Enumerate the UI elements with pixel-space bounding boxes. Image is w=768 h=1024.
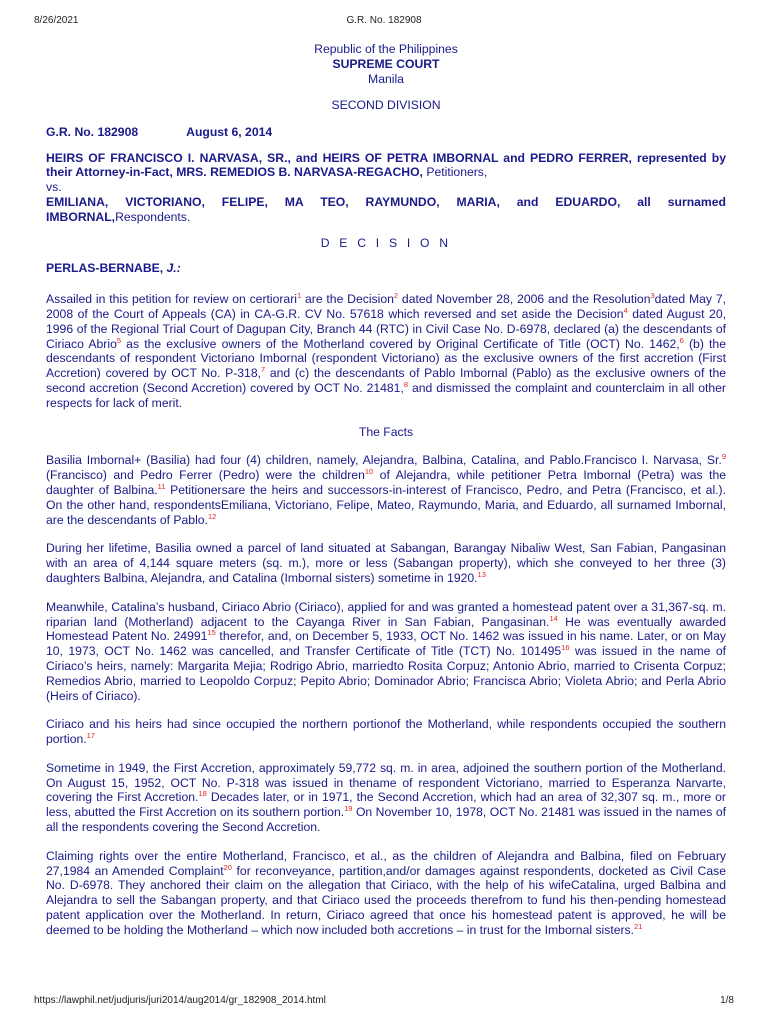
page-number: 1/8 [720, 995, 734, 1006]
footnote-ref[interactable]: 12 [207, 511, 217, 521]
ponente [46, 261, 726, 276]
footnote-ref[interactable]: 1 [296, 291, 302, 301]
respondents [46, 195, 726, 225]
footnote-ref[interactable]: 15 [207, 628, 216, 638]
decision-title: D E C I S I O N [320, 235, 452, 250]
footnote-ref[interactable]: 14 [549, 613, 558, 623]
text-run: dated May 7, 2008 of the Court of Appeals (CA) in CA-G.R. CV No. 57618 which reversed and set aside the Decision [46, 292, 726, 321]
footnote-ref[interactable]: 20 [223, 862, 232, 872]
text-run: for reconveyance, partition,and/or damages against respondents, docketed as Civil Case No. D-6978. They anchored their claim on the allegation that Ciriaco, with the help of his wifeCatalina, urged Balbina and Alejandra to sell the Sabangan property, and that Ciriaco used the proceeds therefrom to fund his then-pending homestead patent application over the Motherland. In return, Ciriaco agreed that once his homestead patent is approved, he will be deemed to be holding the Motherland – which now included both accretions – in trust for the Imbornal sisters. [46, 863, 727, 937]
print-title: G.R. No. 182908 [346, 15, 422, 26]
text-run: was issued in the name of Ciriaco’s heirs, namely: Margarita Mejia; Rodrigo Abrio, marriedto Rosita Corpuz; Antonio Abrio, married to Crisenta Corpuz; Remedios Abrio, married to Leopoldo Corpuz; Pepito Abrio; Dominador Abrio; Francisca Abrio; Violeta Abrio; and Perla Abrio (Heirs of Ciriaco). [46, 644, 726, 703]
text-run: as the exclusive owners of the Motherland covered by Original Certificate of Title (OCT) No. 1462, [121, 336, 680, 351]
court-city: Manila [368, 72, 404, 86]
text-run: Basilia Imbornal+ (Basilia) had four (4) children, namely, Alejandra, Balbina, Catalina, and Pablo.Francisco I. Narvasa, Sr. [46, 453, 722, 468]
text-run: Claiming rights over the entire Motherland, Francisco, et al., as the children of Alejandra and Balbina, filed on February 27,1984 an Amended Complaint [46, 848, 726, 878]
case-number: G.R. No. 182908 [46, 124, 139, 139]
petitioners [46, 151, 726, 181]
footnote-ref[interactable]: 9 [721, 452, 726, 462]
paragraph-2 [46, 453, 726, 527]
petitioners-label: Petitioners, [422, 165, 488, 180]
text-run: Meanwhile, Catalina’s husband, Ciriaco Abrio (Ciriaco), applied for and was granted a homestead patent over a 31,367-sq. m. riparian land (Motherland) adjacent to the Cayanga River in San Fabian, Pangasinan. [46, 599, 726, 629]
text-run: Assailed in this petition for review on certiorari [46, 292, 297, 307]
footnote-ref[interactable]: 17 [86, 731, 95, 741]
footnote-ref[interactable]: 8 [403, 379, 409, 389]
paragraph-1 [46, 292, 726, 410]
case-number-line [46, 125, 726, 140]
text-run: Decades later, or in 1971, the Second Accretion, which had an area of 32,307 sq. m., more or less, abutted the First Accretion on its southern portion. [46, 790, 726, 820]
footnote-ref[interactable]: 6 [679, 335, 684, 345]
footnote-ref[interactable]: 4 [623, 305, 628, 315]
footnote-ref[interactable]: 19 [344, 804, 353, 814]
text-run: During her lifetime, Basilia owned a parcel of land situated at Sabangan, Barangay Nibaliw West, San Fabian, Pangasinan with an area of 4,144 square meters (sq. m.), more or less (Sabangan property), which she conveyed to her three (3) daughters Balbina, Alejandra, and Catalina (Imbornal sisters) sometime in 1920. [46, 541, 726, 585]
paragraph-3 [46, 541, 726, 585]
text-run: therefor, and, on December 5, 1933, OCT No. 1462 was issued in his name. Later, or on May 10, 1973, OCT No. 1462 was cancelled, and Transfer Certificate of Title (TCT) No. 101495 [46, 629, 726, 659]
footnote-ref[interactable]: 11 [157, 481, 166, 491]
text-run: Sometime in 1949, the First Accretion, approximately 59,772 sq. m. in area, adjoined the southern portion of the Motherland. On August 15, 1952, OCT No. P-318 was issued in thename of respondent Victoriano, married to Esperanza Narvarte, covering the First Accretion. [46, 760, 726, 805]
facts-heading: The Facts [358, 424, 414, 439]
footnote-ref[interactable]: 13 [477, 569, 486, 579]
text-run: He was eventually awarded Homestead Patent No. 24991 [46, 614, 726, 644]
court-name: SUPREME COURT [332, 57, 440, 71]
case-date: August 6, 2014 [186, 124, 273, 139]
respondents-label: Respondents. [115, 209, 191, 224]
footnote-ref[interactable]: 5 [116, 335, 122, 345]
text-run: of Alejandra, while petitioner Petra Imbornal (Petra) was the daughter of Balbina. [46, 468, 726, 497]
parties-block [46, 151, 726, 225]
footnote-ref[interactable]: 10 [364, 467, 374, 477]
print-url: https://lawphil.net/judjuris/juri2014/aug2014/gr_182908_2014.html [34, 995, 326, 1006]
paragraph-6 [46, 761, 726, 835]
division-heading: SECOND DIVISION [331, 98, 441, 112]
paragraph-4 [46, 600, 726, 704]
text-run: dated November 28, 2006 and the Resolution [398, 292, 651, 307]
footnote-ref[interactable]: 3 [650, 291, 655, 301]
respondents-names: EMILIANA, VICTORIANO, FELIPE, MA TEO, RAYMUNDO, MARIA, and EDUARDO, all surnamed IMBORNAL, [46, 194, 726, 224]
footnote-ref[interactable]: 18 [198, 789, 207, 799]
text-run: On November 10, 1978, OCT No. 21481 was issued in the names of all the respondents covering the Second Accretion. [46, 805, 727, 835]
text-run: and dismissed the complaint and counterclaim in all other respects for lack of merit. [46, 380, 726, 410]
footnote-ref[interactable]: 7 [261, 365, 266, 375]
text-run: dated August 20, 1996 of the Regional Trial Court of Dagupan City, Branch 44 (RTC) in Civil Case No. D-6978, declared (a) the descendants of Ciriaco Abrio [46, 306, 726, 351]
text-run: (Francisco) and Pedro Ferrer (Pedro) were the children [46, 468, 365, 483]
ponente-title: J.: [166, 261, 181, 276]
republic-line: Republic of the Philippines [314, 42, 458, 56]
text-run: Petitionersare the heirs and successors-in-interest of Francisco, Pedro, and Petra (Francisco, et al.). On the other hand, respondentsEmiliana, Victoriano, Felipe, Mateo, Raymundo, Maria, and Eduardo, all surnamed Imbornal, are the descendants of Pablo. [46, 482, 727, 527]
text-run: (b) the descendants of respondent Victoriano Imbornal (respondent Victoriano) as the exclusive owners of the first accretion (First Accretion) covered by OCT No. P-318, [46, 336, 726, 381]
document-body [46, 42, 726, 938]
paragraph-7 [46, 849, 726, 938]
footnote-ref[interactable]: 2 [393, 291, 399, 301]
text-run: Ciriaco and his heirs had since occupied the northern portionof the Motherland, while respondents occupied the southern portion. [46, 717, 726, 747]
court-heading [46, 42, 726, 87]
footnote-ref[interactable]: 21 [634, 921, 643, 931]
paragraph-5 [46, 717, 726, 747]
print-date: 8/26/2021 [34, 15, 79, 26]
footnote-ref[interactable]: 16 [561, 643, 570, 653]
versus: vs. [46, 180, 62, 195]
text-run: are the Decision [301, 292, 394, 307]
text-run: and (c) the descendants of Pablo Imbornal (Pablo) as the exclusive owners of the second accretion (Second Accretion) covered by OCT No. 21481, [46, 366, 726, 395]
petitioners-names: HEIRS OF FRANCISCO I. NARVASA, SR., and HEIRS OF PETRA IMBORNAL and PEDRO FERRER, represented by their Attorney-in-Fact, MRS. REMEDIOS B. NARVASA-REGACHO, [46, 150, 726, 180]
ponente-name: PERLAS-BERNABE, [46, 261, 167, 276]
